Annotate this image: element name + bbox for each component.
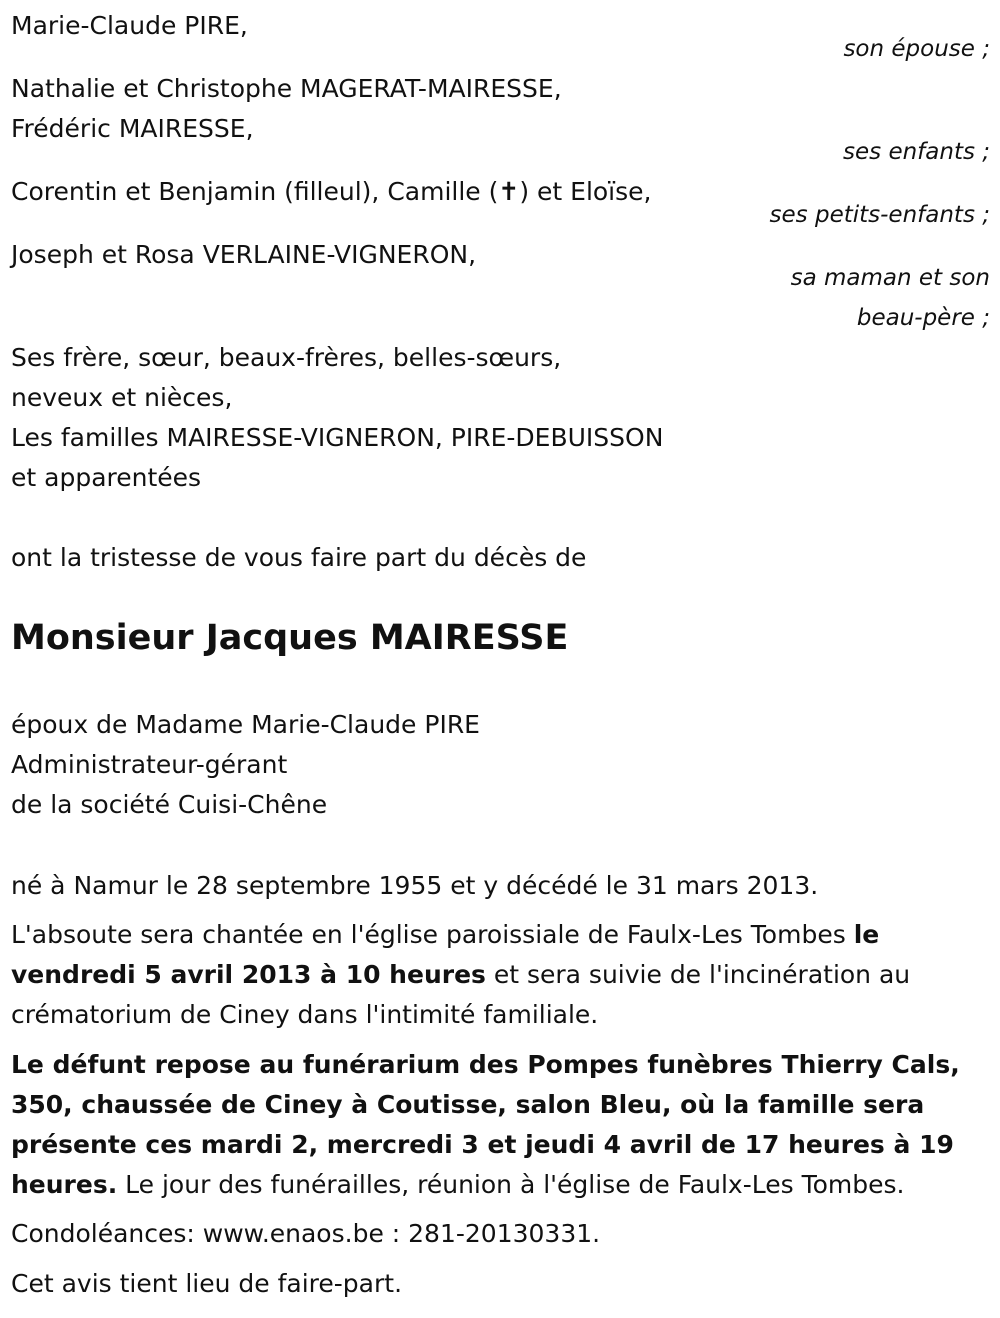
grandchildren-role: ses petits-enfants ;: [769, 202, 990, 228]
children-role: ses enfants ;: [843, 139, 990, 165]
mother-line: Joseph et Rosa VERLAINE-VIGNERON,: [11, 240, 477, 269]
spouse-name: Marie-Claude PIRE,: [11, 11, 248, 40]
visitation-end: heures.: [11, 1170, 118, 1199]
deceased-detail-2: Administrateur-gérant: [11, 750, 288, 779]
visitation-line-2: 350, chaussée de Ciney à Coutisse, salon Bleu, où la famille sera: [11, 1090, 925, 1119]
deceased-name: Monsieur Jacques MAIRESSE: [11, 618, 569, 658]
visitation-line-1: Le défunt repose au funérarium des Pompes funèbres Thierry Cals,: [11, 1050, 960, 1079]
visitation-line-3: présente ces mardi 2, mercredi 3 et jeudi 4 avril de 17 heures à 19: [11, 1130, 954, 1159]
ceremony-line-2: [11, 955, 910, 995]
siblings-line-2: neveux et nièces,: [11, 383, 233, 412]
ceremony-date-start: le: [853, 920, 880, 949]
visitation-line-4: [11, 1165, 904, 1205]
ceremony-line-3: crématorium de Ciney dans l'intimité familiale.: [11, 1000, 599, 1029]
mother-role-2: beau-père ;: [856, 305, 990, 331]
families-line-2: et apparentées: [11, 463, 202, 492]
deceased-detail-1: époux de Madame Marie-Claude PIRE: [11, 710, 480, 739]
deceased-detail-3: de la société Cuisi-Chêne: [11, 790, 328, 819]
ceremony-text: L'absoute sera chantée en l'église paroissiale de Faulx-Les Tombes: [11, 920, 854, 949]
families-line-1: Les familles MAIRESSE-VIGNERON, PIRE-DEBUISSON: [11, 423, 664, 452]
children-line-2: Frédéric MAIRESSE,: [11, 114, 254, 143]
children-line-1: Nathalie et Christophe MAGERAT-MAIRESSE,: [11, 74, 562, 103]
birth-death-line: né à Namur le 28 septembre 1955 et y décédé le 31 mars 2013.: [11, 871, 819, 900]
closing-line: Cet avis tient lieu de faire-part.: [11, 1269, 403, 1298]
funeral-meeting: Le jour des funérailles, réunion à l'église de Faulx-Les Tombes.: [117, 1170, 905, 1199]
announcement: ont la tristesse de vous faire part du décès de: [11, 543, 587, 572]
condolences-line: Condoléances: www.enaos.be : 281-20130331.: [11, 1219, 601, 1248]
mother-role-1: sa maman et son: [790, 265, 990, 291]
ceremony-text-2: et sera suivie de l'incinération au: [485, 960, 911, 989]
spouse-role: son épouse ;: [843, 36, 990, 62]
grandchildren-line: Corentin et Benjamin (filleul), Camille (✝) et Eloïse,: [11, 177, 652, 206]
siblings-line-1: Ses frère, sœur, beaux-frères, belles-sœurs,: [11, 343, 562, 372]
ceremony-date: vendredi 5 avril 2013 à 10 heures: [11, 960, 486, 989]
ceremony-line-1: [11, 915, 879, 955]
